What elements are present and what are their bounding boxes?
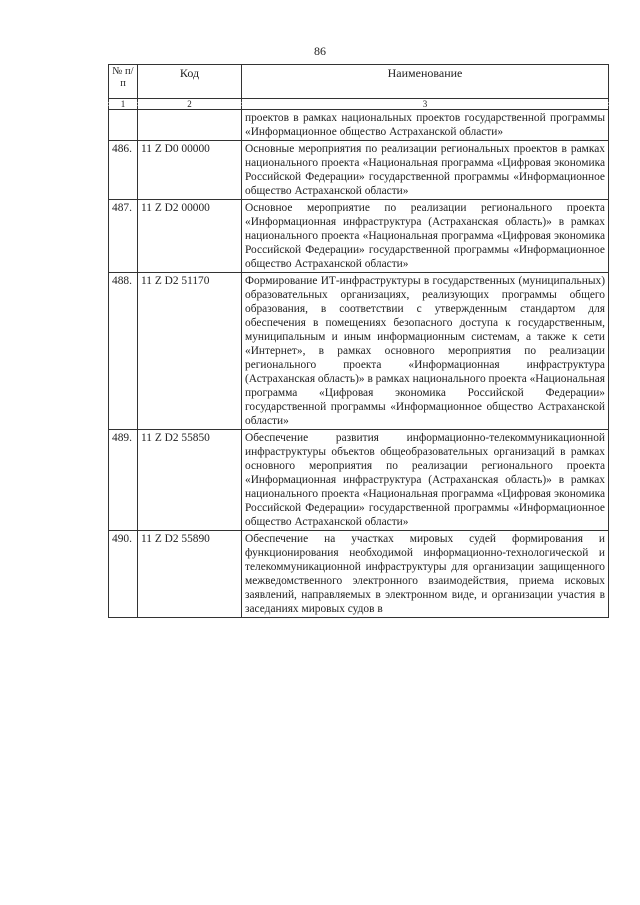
row-number: 487.	[109, 200, 138, 273]
table-row	[109, 141, 609, 200]
column-index-1: 1	[109, 99, 138, 110]
page-number: 86	[314, 44, 326, 58]
row-code: 11 Z D2 55850	[138, 430, 242, 531]
row-name: Формирование ИТ-инфраструктуры в государственных (муниципальных) образовательных организациях, реализующих программы общего образования, в соответствии с утвержденным стандартом для обеспечения в помещениях безопасного доступа к государственным, муниципальным и иным информационным системам, а также к сети «Интернет», в рамках основного мероприятия по реализации регионального проекта «Информационная инфраструктура (Астраханская область)» в рамках национального проекта «Национальная программа «Цифровая экономика Российской Федерации» государственной программы «Информационное общество Астраханской области»	[242, 273, 609, 430]
row-number: 490.	[109, 531, 138, 618]
table-row	[109, 273, 609, 430]
row-number	[109, 110, 138, 141]
table-row	[109, 531, 609, 618]
table-header-row	[109, 65, 609, 99]
row-name: Обеспечение развития информационно-телекоммуникационной инфраструктуры объектов общеобразовательных организаций в рамках основного мероприятия по реализации регионального проекта «Информационная инфраструктура (Астраханская область)» в рамках национального проекта «Национальная программа «Цифровая экономика Российской Федерации» государственной программы «Информационное общество Астраханской области»	[242, 430, 609, 531]
row-code: 11 Z D0 00000	[138, 141, 242, 200]
table-row	[109, 200, 609, 273]
row-name: Основное мероприятие по реализации регионального проекта «Информационная инфраструктура (Астраханская область)» в рамках национального проекта «Национальная программа «Цифровая экономика Российской Федерации» государственной программы «Информационное общество Астраханской области»	[242, 200, 609, 273]
table-row	[109, 430, 609, 531]
budget-classification-table	[108, 64, 609, 618]
row-code: 11 Z D2 55890	[138, 531, 242, 618]
row-name: Обеспечение на участках мировых судей формирования и функционирования необходимой информационно-технологической и телекоммуникационной инфраструктуры для организации защищенного межведомственного электронного взаимодействия, приема исковых заявлений, направляемых в электронном виде, и организации участия в заседаниях мировых судов в	[242, 531, 609, 618]
row-name: проектов в рамках национальных проектов государственной программы «Информационное общество Астраханской области»	[242, 110, 609, 141]
row-number: 489.	[109, 430, 138, 531]
row-code: 11 Z D2 00000	[138, 200, 242, 273]
header-code: Код	[138, 65, 242, 99]
column-index-3: 3	[242, 99, 609, 110]
header-name: Наименование	[242, 65, 609, 99]
header-number: № п/п	[109, 65, 138, 99]
column-index-2: 2	[138, 99, 242, 110]
row-number: 488.	[109, 273, 138, 430]
column-index-row	[109, 99, 609, 110]
table-row	[109, 110, 609, 141]
row-name: Основные мероприятия по реализации региональных проектов в рамках национального проекта «Национальная программа «Цифровая экономика Российской Федерации» государственной программы «Информационное общество Астраханской области»	[242, 141, 609, 200]
row-code: 11 Z D2 51170	[138, 273, 242, 430]
row-number: 486.	[109, 141, 138, 200]
row-code	[138, 110, 242, 141]
